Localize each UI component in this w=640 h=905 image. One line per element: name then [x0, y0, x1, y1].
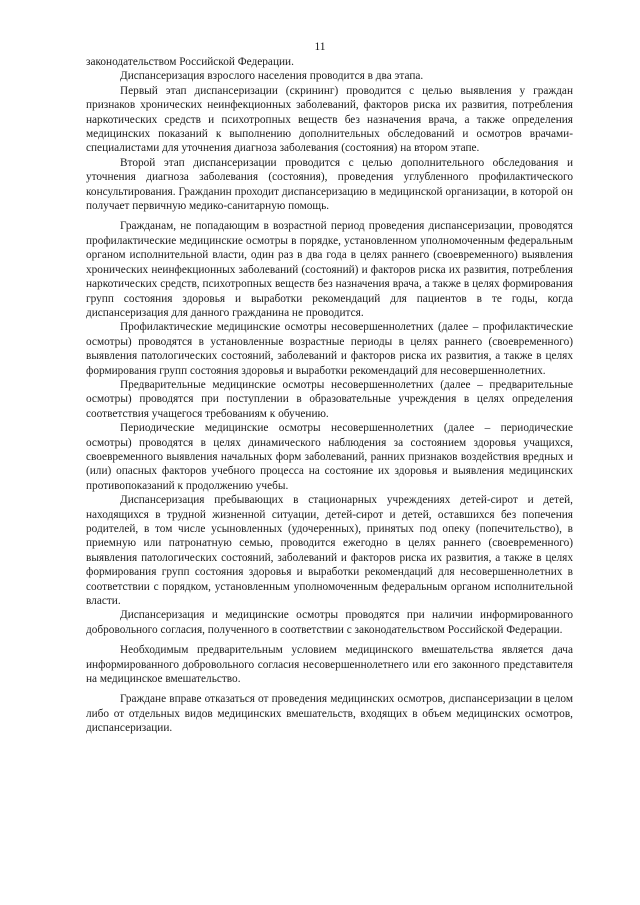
paragraph-two-stages: Диспансеризация взрослого населения проводится в два этапа.: [120, 70, 424, 83]
paragraph-preliminary-exams: Предварительные медицинские осмотры несовершеннолетних (далее – предварительные осмотры) проводятся при поступлении в образовательные учреждения в целях определения соответствия учащегося требованиям к обучению.: [86, 378, 573, 420]
paragraph-preventive-exams: Гражданам, не попадающим в возрастной период проведения диспансеризации, проводятся профилактические медицинские осмотры в порядке, установленном уполномоченным федеральным органом исполнительной власти, один раз в два года в целях раннего (своевременного) выявления хронических неинфекционных заболеваний (состояний) и факторов риска их развития, потребления наркотических средств, психотропных веществ без назначения врача, а также в целях формирования групп состояния здоровья и выработки рекомендаций для пациентов в те годы, когда диспансеризация для данного гражданина не проводится.: [86, 220, 573, 319]
paragraph-minor-preventive-exams: Профилактические медицинские осмотры несовершеннолетних (далее – профилактические осмотры) проводятся в установленные возрастные периоды в целях раннего (своевременного) выявления патологических состояний, заболеваний и факторов риска их развития, а также в целях формирования групп состояния здоровья и выработки рекомендаций для несовершеннолетних.: [86, 321, 573, 377]
paragraph-periodic-exams: Периодические медицинские осмотры несовершеннолетних (далее – периодические осмотры) проводятся в целях динамического наблюдения за состоянием здоровья учащихся, своевременного выявления начальных форм заболеваний, ранних признаков воздействия вредных и (или) опасных факторов учебного процесса на состояние их здоровья и выявления медицинских противопоказаний к продолжению учебы.: [86, 422, 573, 492]
page-number: 11: [314, 41, 326, 53]
paragraph-right-to-refuse: Граждане вправе отказаться от проведения медицинских осмотров, диспансеризации в целом либо от отдельных видов медицинских вмешательств, входящих в объем медицинских осмотров, диспансеризации.: [86, 693, 573, 735]
paragraph-informed-consent: Диспансеризация и медицинские осмотры проводятся при наличии информированного добровольного согласия, полученного в соответствии с законодательством Российской Федерации.: [86, 609, 573, 636]
paragraph-orphans-dispensarization: Диспансеризация пребывающих в стационарных учреждениях детей-сирот и детей, находящихся в трудной жизненной ситуации, детей-сирот и детей, оставшихся без попечения родителей, в том числе усыновленных (удочеренных), принятых под опеку (попечительство), в приемную или патронатную семью, проводится ежегодно в целях раннего (своевременного) выявления патологических состояний, заболеваний и факторов риска их развития, а также в целях формирования групп состояния здоровья и выработки рекомендаций для несовершеннолетних в соответствии с порядком, установленным уполномоченным федеральным органом исполнительной власти.: [86, 494, 573, 608]
paragraph-continuation: законодательством Российской Федерации.: [86, 56, 294, 68]
paragraph-first-stage: Первый этап диспансеризации (скрининг) проводится с целью выявления у граждан признаков хронических неинфекционных заболеваний, факторов риска их развития, потребления наркотических средств и психотропных веществ без назначения врача, а также определения медицинских показаний к выполнению дополнительных обследований и осмотров врачами-специалистами для уточнения диагноза заболевания (состояния) на втором этапе.: [86, 84, 573, 155]
paragraph-second-stage: Второй этап диспансеризации проводится с целью дополнительного обследования и уточнения диагноза заболевания (состояния), проведения углубленного профилактического консультирования. Гражданин проходит диспансеризацию в медицинской организации, в которой он получает первичную медико-санитарную помощь.: [86, 156, 573, 213]
paragraph-precondition: Необходимым предварительным условием медицинского вмешательства является дача информированного добровольного согласия несовершеннолетнего или его законного представителя на медицинское вмешательство.: [86, 644, 573, 686]
document-body: [86, 55, 573, 736]
